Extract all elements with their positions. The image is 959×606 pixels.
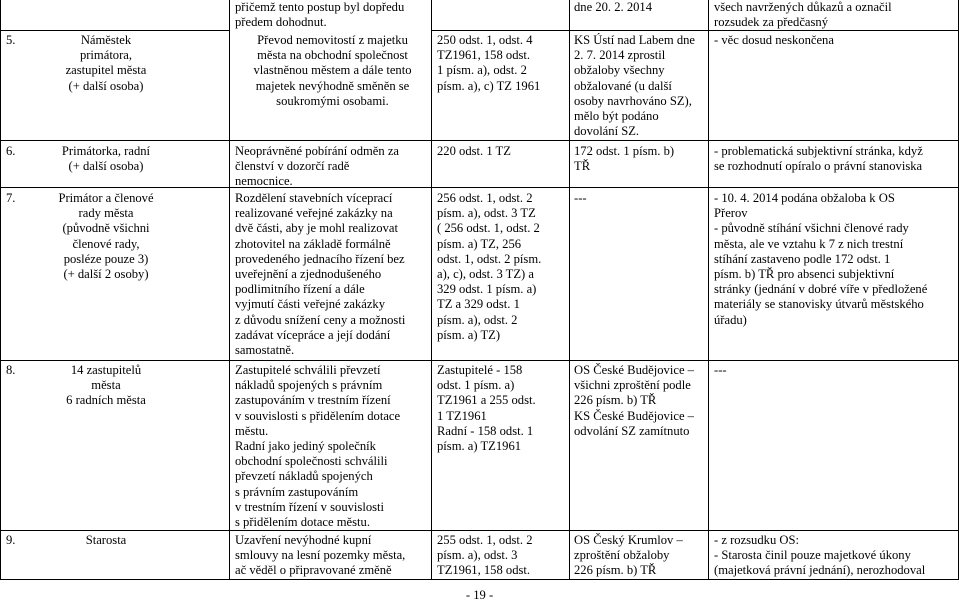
row-8-note: --- — [714, 363, 727, 377]
row-number: 5. — [6, 33, 16, 47]
table-border-left — [0, 0, 1, 580]
row-divider — [0, 30, 230, 31]
row-5-law: 250 odst. 1, odst. 4 TZ1961, 158 odst. 1 písm. a), odst. 2 písm. a), c) TZ 1961 — [437, 33, 541, 93]
row-number: 8. — [6, 363, 16, 377]
row-7-result: --- — [574, 191, 587, 205]
row-6-law: 220 odst. 1 TZ — [437, 144, 511, 158]
row-5-note: - věc dosud neskončena — [714, 33, 834, 47]
row-9-description: Uzavření nevýhodné kupní smlouvy na lesní pozemky města, ač věděl o připravované změně — [235, 533, 406, 578]
row-7-note: - 10. 4. 2014 podána obžaloba k OS Přerov - původně stíhání všichni členové rady města, ale ve vztahu k 7 z nich trestní stíhání zastaveno podle 172 odst. 1 písm. b) TŘ pro absenci subjektivní stránky (jednání v dobré víře v předložené materiály se stanovisky útvarů městského úřadu) — [714, 191, 928, 327]
row-8-result: OS České Budějovice – všichni zproštění podle 226 písm. b) TŘ KS České Budějovice – odvolání SZ zamítnuto — [574, 363, 694, 438]
row-person-text: Primátorka, radní (+ další osoba) — [61, 144, 151, 174]
row-7-description: Rozdělení stavebních víceprací realizované veřejné zakázky na dvě části, aby je mohl realizovat zhotovitel na základě formálně provedeného jednacího řízení bez uveřejnění a zjednodušeného podlimitního řízení a dále vyjmutí části veřejné zakázky z důvodu snížení ceny a možnosti zadávat vícepráce a její dodání samostatně. — [235, 191, 406, 358]
row-divider — [0, 360, 959, 361]
row-divider — [0, 140, 959, 141]
row-9-note: - z rozsudku OS: - Starosta činil pouze majetkové úkony (majetková právní jednání), nerozhodoval — [714, 533, 926, 578]
page-number: - 19 - — [465, 588, 494, 602]
column-divider — [569, 0, 570, 580]
column-divider — [708, 0, 709, 580]
row-divider — [0, 187, 959, 188]
row-continuation-description: přičemž tento postup byl dopředu předem dohodnut. — [235, 0, 405, 30]
row-divider — [0, 530, 959, 531]
row-person-text: Náměstek primátora, zastupitel města (+ další osoba) — [65, 33, 147, 93]
row-6-description: Neoprávněné pobírání odměn za členství v dozorčí radě nemocnice. — [235, 144, 400, 189]
column-divider — [431, 0, 432, 580]
row-person-text: Primátor a členové rady města (původně všichni členové rady, posléze pouze 3) (+ další 2 osoby) — [58, 191, 154, 282]
row-continuation-result: dne 20. 2. 2014 — [574, 0, 653, 14]
row-9-law: 255 odst. 1, odst. 2 písm. a), odst. 3 TZ1961, 158 odst. — [437, 533, 533, 578]
row-number: 7. — [6, 191, 16, 205]
row-8-law: Zastupitelé - 158 odst. 1 písm. a) TZ1961 a 255 odst. 1 TZ1961 Radní - 158 odst. 1 písm. a) TZ1961 — [437, 363, 536, 454]
row-5-result: KS Ústí nad Labem dne 2. 7. 2014 zprostil obžaloby všechny obžalované (u další osoby navrhováno SZ), mělo být podáno dovolání SZ. — [574, 33, 696, 139]
row-7-person — [6, 191, 206, 291]
row-number: 9. — [6, 533, 16, 547]
column-divider — [229, 0, 230, 580]
row-9-person — [6, 533, 206, 553]
row-7-law: 256 odst. 1, odst. 2 písm. a), odst. 3 TZ ( 256 odst. 1, odst. 2 písm. a) TZ, 256 odst. 1, odst. 2 písm. a), c), odst. 3 TZ) a 329 odst. 1 písm. a) TZ a 329 odst. 1 písm. a), odst. 2 písm. a) TZ) — [437, 191, 542, 342]
row-continuation-note: všech navržených důkazů a označil rozsudek za předčasný — [714, 0, 892, 30]
row-5-description: Převod nemovitostí z majetku města na obchodní společnost vlastněnou městem a dále tento majetek nevýhodně směněn se soukromými osobami. — [253, 33, 412, 108]
row-number: 6. — [6, 144, 16, 158]
table-border-bottom — [0, 579, 959, 580]
row-8-person — [6, 363, 206, 413]
row-person-text: Starosta — [85, 533, 127, 547]
row-6-person — [6, 144, 206, 184]
row-6-result: 172 odst. 1 písm. b) TŘ — [574, 144, 675, 174]
row-person-text: 14 zastupitelů města 6 radních města — [66, 363, 146, 408]
row-5-person — [6, 33, 206, 133]
row-8-description: Zastupitelé schválili převzetí nákladů spojených s právním zastupováním v trestním řízení v souvislosti s přidělením dotace městu. Radní jako jediný společník obchodní společnosti schválili převzetí nákladů spojených s právním zastupováním v trestním řízení v souvislosti s přidělením dotace městu. — [235, 363, 401, 530]
row-9-result: OS Český Krumlov – zproštění obžaloby 226 písm. b) TŘ — [574, 533, 683, 578]
row-6-note: - problematická subjektivní stránka, když se rozhodnutí opíralo o právní stanoviska — [714, 144, 923, 174]
